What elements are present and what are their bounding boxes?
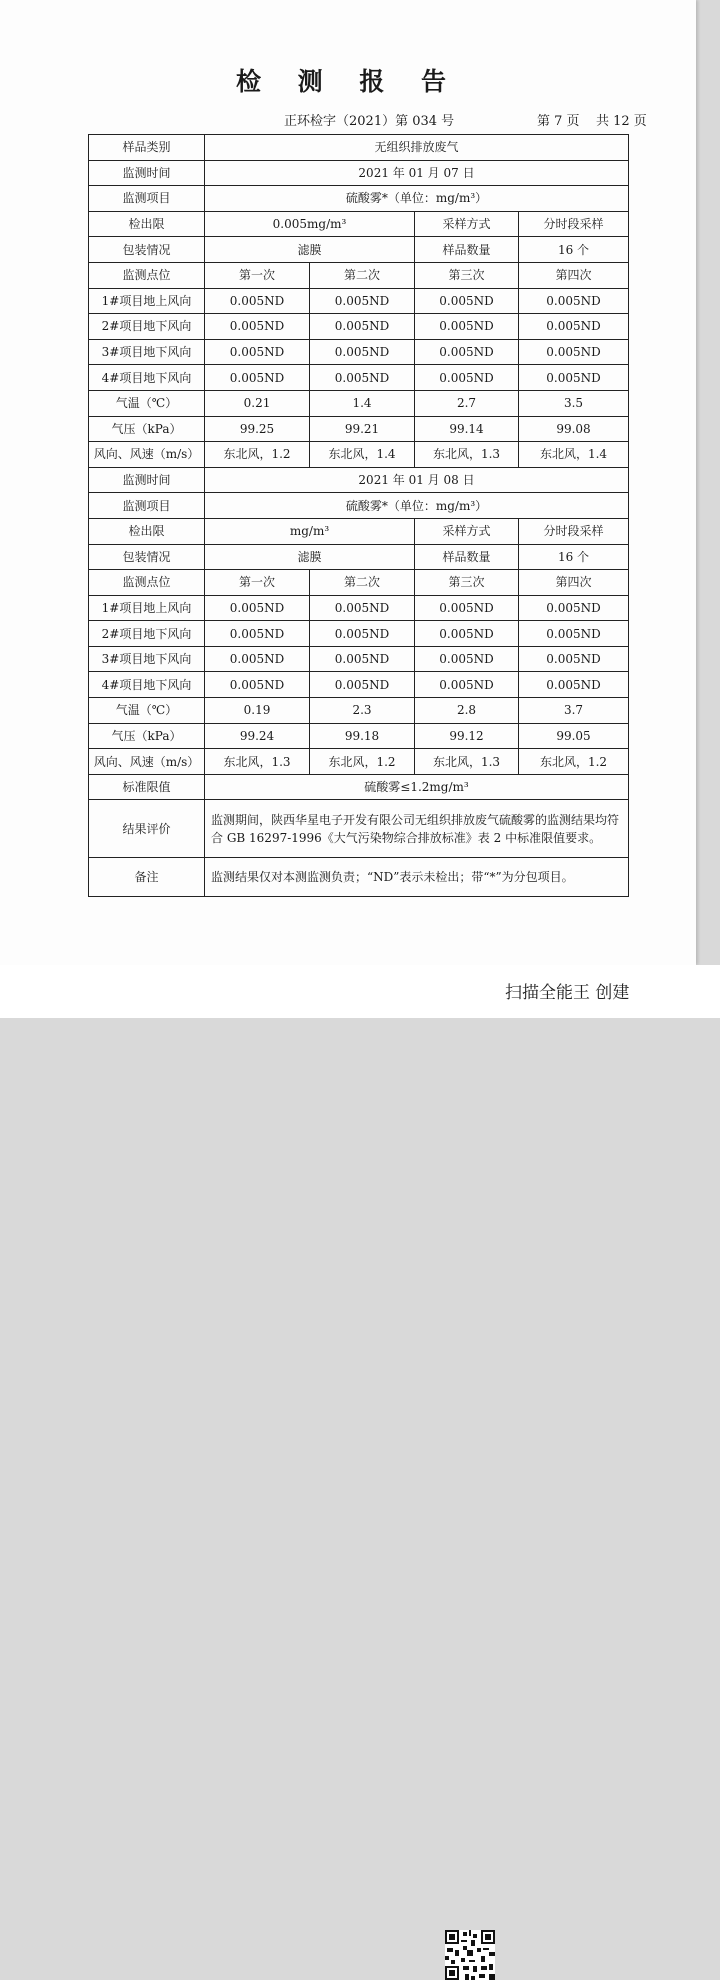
date-label: 监测时间 <box>89 160 205 186</box>
cell-value: 东北风，1.3 <box>415 442 519 468</box>
cell-value: 0.21 <box>205 390 310 416</box>
time-header: 第三次 <box>415 570 519 596</box>
cell-value: 99.21 <box>310 416 415 442</box>
cell-value: 0.005ND <box>519 314 629 340</box>
table-row <box>89 493 629 519</box>
table-row <box>89 135 629 161</box>
table-row <box>89 390 629 416</box>
time-header: 第四次 <box>519 262 629 288</box>
cell-value: 99.05 <box>519 723 629 749</box>
table-row <box>89 544 629 570</box>
time-header: 第一次 <box>205 262 310 288</box>
table-row <box>89 237 629 263</box>
time-header: 第二次 <box>310 262 415 288</box>
pack-label: 包装情况 <box>89 237 205 263</box>
table-row <box>89 621 629 647</box>
time-header: 第一次 <box>205 570 310 596</box>
cell-value: 2.8 <box>415 698 519 724</box>
method-label: 采样方式 <box>415 211 519 237</box>
table-row <box>89 262 629 288</box>
time-header: 第四次 <box>519 570 629 596</box>
qty-label: 样品数量 <box>415 544 519 570</box>
item-value: 硫酸雾*（单位：mg/m³） <box>205 186 629 212</box>
qty-value: 16 个 <box>519 237 629 263</box>
cell-value: 99.14 <box>415 416 519 442</box>
cell-value: 2.3 <box>310 698 415 724</box>
table-row <box>89 723 629 749</box>
page-total: 共 12 页 <box>596 114 647 129</box>
evaluation-text: 监测期间，陕西华星电子开发有限公司无组织排放废气硫酸雾的监测结果均符合 GB 16297-1996《大气污染物综合排放标准》表 2 中标准限值要求。 <box>205 800 629 858</box>
table-row <box>89 570 629 596</box>
cell-value: 0.005ND <box>519 621 629 647</box>
table-row <box>89 416 629 442</box>
cell-value: 0.005ND <box>310 646 415 672</box>
row-label: 气温（℃） <box>89 698 205 724</box>
date-label: 监测时间 <box>89 467 205 493</box>
table-row <box>89 672 629 698</box>
table-row <box>89 800 629 858</box>
table-row <box>89 749 629 775</box>
row-label: 气压（kPa） <box>89 416 205 442</box>
cell-value: 1.4 <box>310 390 415 416</box>
cell-value: 2.7 <box>415 390 519 416</box>
table-row <box>89 646 629 672</box>
cell-value: 0.005ND <box>310 595 415 621</box>
cell-value: 0.005ND <box>310 672 415 698</box>
standard-label: 标准限值 <box>89 774 205 800</box>
method-value: 分时段采样 <box>519 518 629 544</box>
cell-value: 0.19 <box>205 698 310 724</box>
cell-value: 0.005ND <box>415 288 519 314</box>
table-row <box>89 339 629 365</box>
cell-value: 0.005ND <box>205 646 310 672</box>
cell-value: 0.005ND <box>205 595 310 621</box>
row-label: 2#项目地下风向 <box>89 314 205 340</box>
scanner-footer <box>0 965 720 1018</box>
cell-value: 99.24 <box>205 723 310 749</box>
sample-type-label: 样品类别 <box>89 135 205 161</box>
cell-value: 0.005ND <box>310 314 415 340</box>
cell-value: 东北风，1.4 <box>519 442 629 468</box>
cell-value: 0.005ND <box>519 672 629 698</box>
cell-value: 0.005ND <box>415 595 519 621</box>
cell-value: 0.005ND <box>205 288 310 314</box>
pack-value: 滤膜 <box>205 544 415 570</box>
row-label: 2#项目地下风向 <box>89 621 205 647</box>
cell-value: 0.005ND <box>519 365 629 391</box>
item-value: 硫酸雾*（单位：mg/m³） <box>205 493 629 519</box>
limit-label: 检出限 <box>89 518 205 544</box>
cell-value: 0.005ND <box>415 621 519 647</box>
table-row <box>89 858 629 897</box>
table-row <box>89 186 629 212</box>
table-row <box>89 698 629 724</box>
cell-value: 0.005ND <box>310 288 415 314</box>
report-page <box>0 0 696 965</box>
table-row <box>89 160 629 186</box>
row-label: 气压（kPa） <box>89 723 205 749</box>
cell-value: 东北风，1.2 <box>519 749 629 775</box>
scanner-watermark: 扫描全能王 创建 <box>505 983 630 1003</box>
row-label: 3#项目地下风向 <box>89 646 205 672</box>
page-title: 检 测 报 告 <box>235 67 461 96</box>
date-value: 2021 年 01 月 07 日 <box>205 160 629 186</box>
row-label: 4#项目地下风向 <box>89 672 205 698</box>
evaluation-label: 结果评价 <box>89 800 205 858</box>
row-label: 1#项目地上风向 <box>89 288 205 314</box>
cell-value: 0.005ND <box>519 646 629 672</box>
cell-value: 0.005ND <box>205 314 310 340</box>
cell-value: 3.5 <box>519 390 629 416</box>
row-label: 气温（℃） <box>89 390 205 416</box>
pack-label: 包装情况 <box>89 544 205 570</box>
cell-value: 3.7 <box>519 698 629 724</box>
table-row <box>89 774 629 800</box>
table-row <box>89 467 629 493</box>
cell-value: 0.005ND <box>519 339 629 365</box>
cell-value: 东北风，1.3 <box>415 749 519 775</box>
item-label: 监测项目 <box>89 493 205 519</box>
remark-label: 备注 <box>89 858 205 897</box>
sample-type-value: 无组织排放废气 <box>205 135 629 161</box>
cell-value: 99.25 <box>205 416 310 442</box>
document-number: 正环检字（2021）第 034 号 <box>284 114 455 129</box>
remark-text: 监测结果仅对本测监测负责；“ND”表示未检出；带“*”为分包项目。 <box>205 858 629 897</box>
table-row <box>89 288 629 314</box>
cell-value: 0.005ND <box>415 339 519 365</box>
qr-code-icon <box>445 1930 495 1980</box>
qty-label: 样品数量 <box>415 237 519 263</box>
cell-value: 0.005ND <box>415 672 519 698</box>
page-number: 第 7 页 <box>537 114 580 129</box>
table-row <box>89 518 629 544</box>
table-row <box>89 211 629 237</box>
cell-value: 东北风，1.2 <box>310 749 415 775</box>
cell-value: 99.18 <box>310 723 415 749</box>
limit-label: 检出限 <box>89 211 205 237</box>
table-row <box>89 442 629 468</box>
point-label: 监测点位 <box>89 262 205 288</box>
table-row <box>89 595 629 621</box>
cell-value: 0.005ND <box>519 595 629 621</box>
method-label: 采样方式 <box>415 518 519 544</box>
table-row <box>89 314 629 340</box>
cell-value: 东北风，1.3 <box>205 749 310 775</box>
limit-value: mg/m³ <box>205 518 415 544</box>
table-row <box>89 365 629 391</box>
standard-value: 硫酸雾≤1.2mg/m³ <box>205 774 629 800</box>
row-label: 4#项目地下风向 <box>89 365 205 391</box>
time-header: 第二次 <box>310 570 415 596</box>
method-value: 分时段采样 <box>519 211 629 237</box>
cell-value: 0.005ND <box>205 621 310 647</box>
cell-value: 0.005ND <box>205 365 310 391</box>
cell-value: 0.005ND <box>415 646 519 672</box>
limit-value: 0.005mg/m³ <box>205 211 415 237</box>
cell-value: 0.005ND <box>310 621 415 647</box>
cell-value: 99.08 <box>519 416 629 442</box>
time-header: 第三次 <box>415 262 519 288</box>
cell-value: 0.005ND <box>415 365 519 391</box>
cell-value: 0.005ND <box>415 314 519 340</box>
cell-value: 0.005ND <box>519 288 629 314</box>
item-label: 监测项目 <box>89 186 205 212</box>
cell-value: 99.12 <box>415 723 519 749</box>
cell-value: 东北风，1.2 <box>205 442 310 468</box>
cell-value: 0.005ND <box>310 339 415 365</box>
cell-value: 0.005ND <box>205 672 310 698</box>
point-label: 监测点位 <box>89 570 205 596</box>
row-label: 3#项目地下风向 <box>89 339 205 365</box>
row-label: 风向、风速（m/s） <box>89 749 205 775</box>
date-value: 2021 年 01 月 08 日 <box>205 467 629 493</box>
report-table <box>88 134 629 897</box>
cell-value: 东北风，1.4 <box>310 442 415 468</box>
row-label: 1#项目地上风向 <box>89 595 205 621</box>
row-label: 风向、风速（m/s） <box>89 442 205 468</box>
cell-value: 0.005ND <box>310 365 415 391</box>
cell-value: 0.005ND <box>205 339 310 365</box>
qty-value: 16 个 <box>519 544 629 570</box>
pack-value: 滤膜 <box>205 237 415 263</box>
